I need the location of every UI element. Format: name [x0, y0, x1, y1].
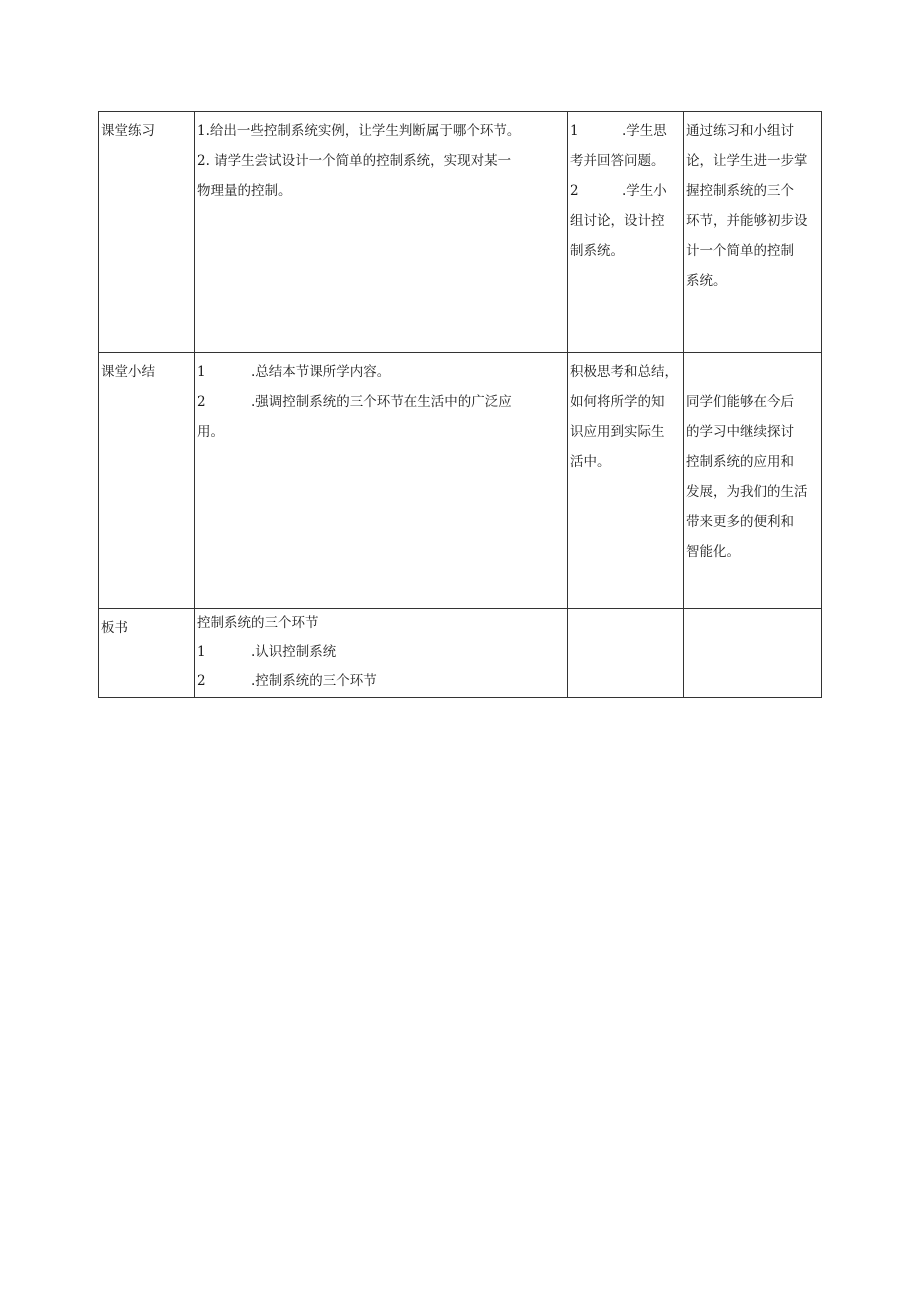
list-number: 1: [570, 123, 579, 139]
row-label: 板书: [99, 609, 195, 698]
purpose-cell: [684, 609, 822, 698]
list-number: 2: [197, 673, 206, 689]
content-cell: [195, 112, 568, 353]
content-line: 物理量的控制。: [197, 183, 292, 199]
list-number: 1: [197, 644, 206, 660]
student-activity-cell: [568, 609, 684, 698]
student-activity-cell: 积极思考和总结， 如何将所学的知 识应用到实际生 活中。: [568, 353, 684, 609]
row-label: 课堂练习: [99, 112, 195, 353]
content-line: 2. 请学生尝试设计一个简单的控制系统，实现对某一: [197, 153, 512, 169]
table-row: [99, 609, 822, 698]
list-number: 1: [197, 364, 206, 380]
table-row: [99, 112, 822, 353]
content-cell: 控制系统的三个环节 1 .认识控制系统 2 .控制系统的三个环节: [195, 609, 568, 698]
content-cell: 1 .总结本节课所学内容。 2 .强调控制系统的三个环节在生活中的广泛应 用。: [195, 353, 568, 609]
student-activity-cell: 1 .学生思 考并回答问题。 2 .学生小 组讨论，设计控 制系统。: [568, 112, 684, 353]
purpose-cell: 同学们能够在今后 的学习中继续探讨 控制系统的应用和 发展，为我们的生活 带来更多的便利和 智能化。: [684, 353, 822, 609]
row-label: 课堂小结: [99, 353, 195, 609]
lesson-plan-table: [98, 111, 822, 698]
table-row: [99, 353, 822, 609]
list-number: 2: [570, 183, 579, 199]
list-number: 2: [197, 394, 206, 410]
content-line: 1.给出一些控制系统实例，让学生判断属于哪个环节。: [197, 123, 521, 139]
purpose-cell: 通过练习和小组讨 论，让学生进一步掌 握控制系统的三个 环节，并能够初步设 计一个简单的控制 系统。: [684, 112, 822, 353]
